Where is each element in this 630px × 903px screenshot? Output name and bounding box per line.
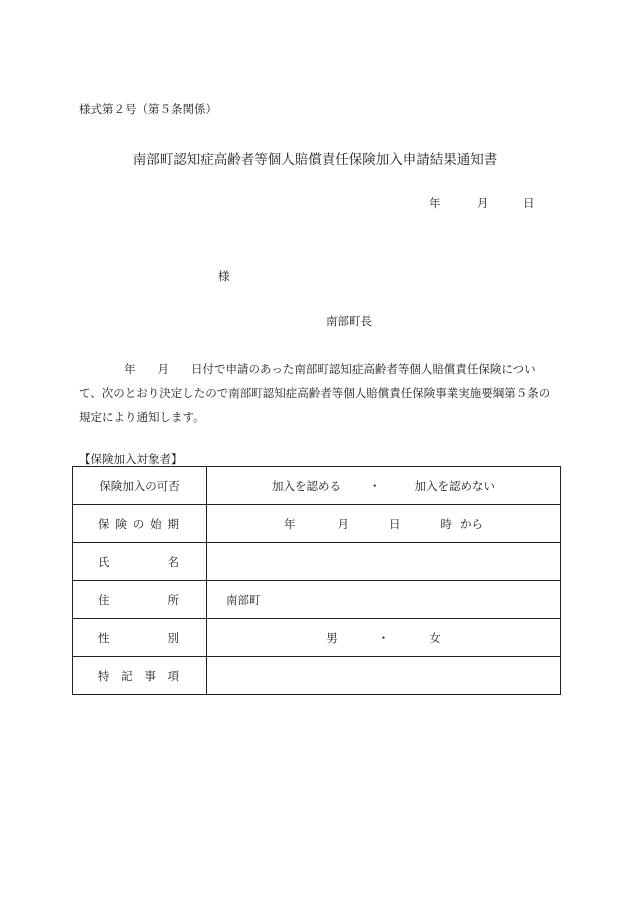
start-date-label-char: の xyxy=(132,516,145,531)
insured-person-table xyxy=(72,466,561,695)
gender-value-text: ・ xyxy=(377,630,390,645)
name-value-cell[interactable] xyxy=(207,543,561,581)
approval-value-text: 加入を認める xyxy=(272,478,341,493)
name-label-cell xyxy=(73,543,207,581)
body-line-2: て、次のとおり決定したので南部町認知症高齢者等個人賠償責任保険事業実施要綱第５条の xyxy=(79,386,551,400)
table-row-start-date xyxy=(73,505,561,543)
gender-value-cell[interactable] xyxy=(207,619,561,657)
table-row-address xyxy=(73,581,561,619)
approval-label-char: 保険加入の可否 xyxy=(99,478,180,493)
body-line-1-text: 日付で申請のあった南部町認知症高齢者等個人賠償責任保険につい xyxy=(191,362,536,376)
address-label-char: 住 xyxy=(98,592,110,607)
start-date-label-char: 期 xyxy=(167,516,179,531)
body-month-label: 月 xyxy=(157,362,169,376)
start-date-label-char: 保 xyxy=(98,516,110,531)
date-day-label: 日 xyxy=(523,196,535,210)
address-label-cell xyxy=(73,581,207,619)
start-date-label-cell xyxy=(73,505,207,543)
remarks-label-cell xyxy=(73,657,207,695)
remarks-label-char: 事 xyxy=(144,668,156,683)
start-date-value-text: から xyxy=(460,516,483,531)
start-date-value-text: 年 xyxy=(284,516,296,531)
body-line-3: 規定により通知します。 xyxy=(79,410,205,424)
body-line-1 xyxy=(79,357,559,381)
address-value-cell[interactable] xyxy=(207,581,561,619)
table-row-remarks xyxy=(73,657,561,695)
gender-label-cell xyxy=(73,619,207,657)
section-heading: 【保険加入対象者】 xyxy=(79,452,183,466)
approval-label-cell xyxy=(73,467,207,505)
gender-value-text: 男 xyxy=(326,630,338,645)
start-date-value-text: 時 xyxy=(440,516,452,531)
name-label-char: 氏 xyxy=(98,554,110,569)
approval-value-cell[interactable] xyxy=(207,467,561,505)
table-row-approval xyxy=(73,467,561,505)
remarks-label-char: 記 xyxy=(121,668,133,683)
gender-label-char: 別 xyxy=(167,630,179,645)
start-date-value-text: 日 xyxy=(389,516,401,531)
date-year-label: 年 xyxy=(429,196,441,210)
form-number: 様式第２号（第５条関係） xyxy=(79,102,217,116)
remarks-label-char: 特 xyxy=(98,668,110,683)
table-row-name xyxy=(73,543,561,581)
remarks-value-cell[interactable] xyxy=(207,657,561,695)
recipient-honorific: 様 xyxy=(218,269,230,283)
address-value-text: 南部町 xyxy=(226,592,261,607)
gender-label-char: 性 xyxy=(98,630,110,645)
issuer-name: 南部町長 xyxy=(326,314,372,328)
approval-value-text: 加入を認めない xyxy=(414,478,495,493)
table-row-gender xyxy=(73,619,561,657)
gender-value-text: 女 xyxy=(429,630,441,645)
start-date-value-text: 月 xyxy=(337,516,349,531)
document-title: 南部町認知症高齢者等個人賠償責任保険加入申請結果通知書 xyxy=(132,152,498,168)
address-label-char: 所 xyxy=(167,592,179,607)
remarks-label-char: 項 xyxy=(167,668,179,683)
name-label-char: 名 xyxy=(167,554,179,569)
start-date-label-char: 始 xyxy=(150,516,162,531)
approval-value-text: ・ xyxy=(369,478,381,493)
start-date-value-cell[interactable] xyxy=(207,505,561,543)
notice-body xyxy=(79,357,559,429)
start-date-label-char: 険 xyxy=(115,516,127,531)
body-year-label: 年 xyxy=(124,362,136,376)
date-month-label: 月 xyxy=(477,196,489,210)
